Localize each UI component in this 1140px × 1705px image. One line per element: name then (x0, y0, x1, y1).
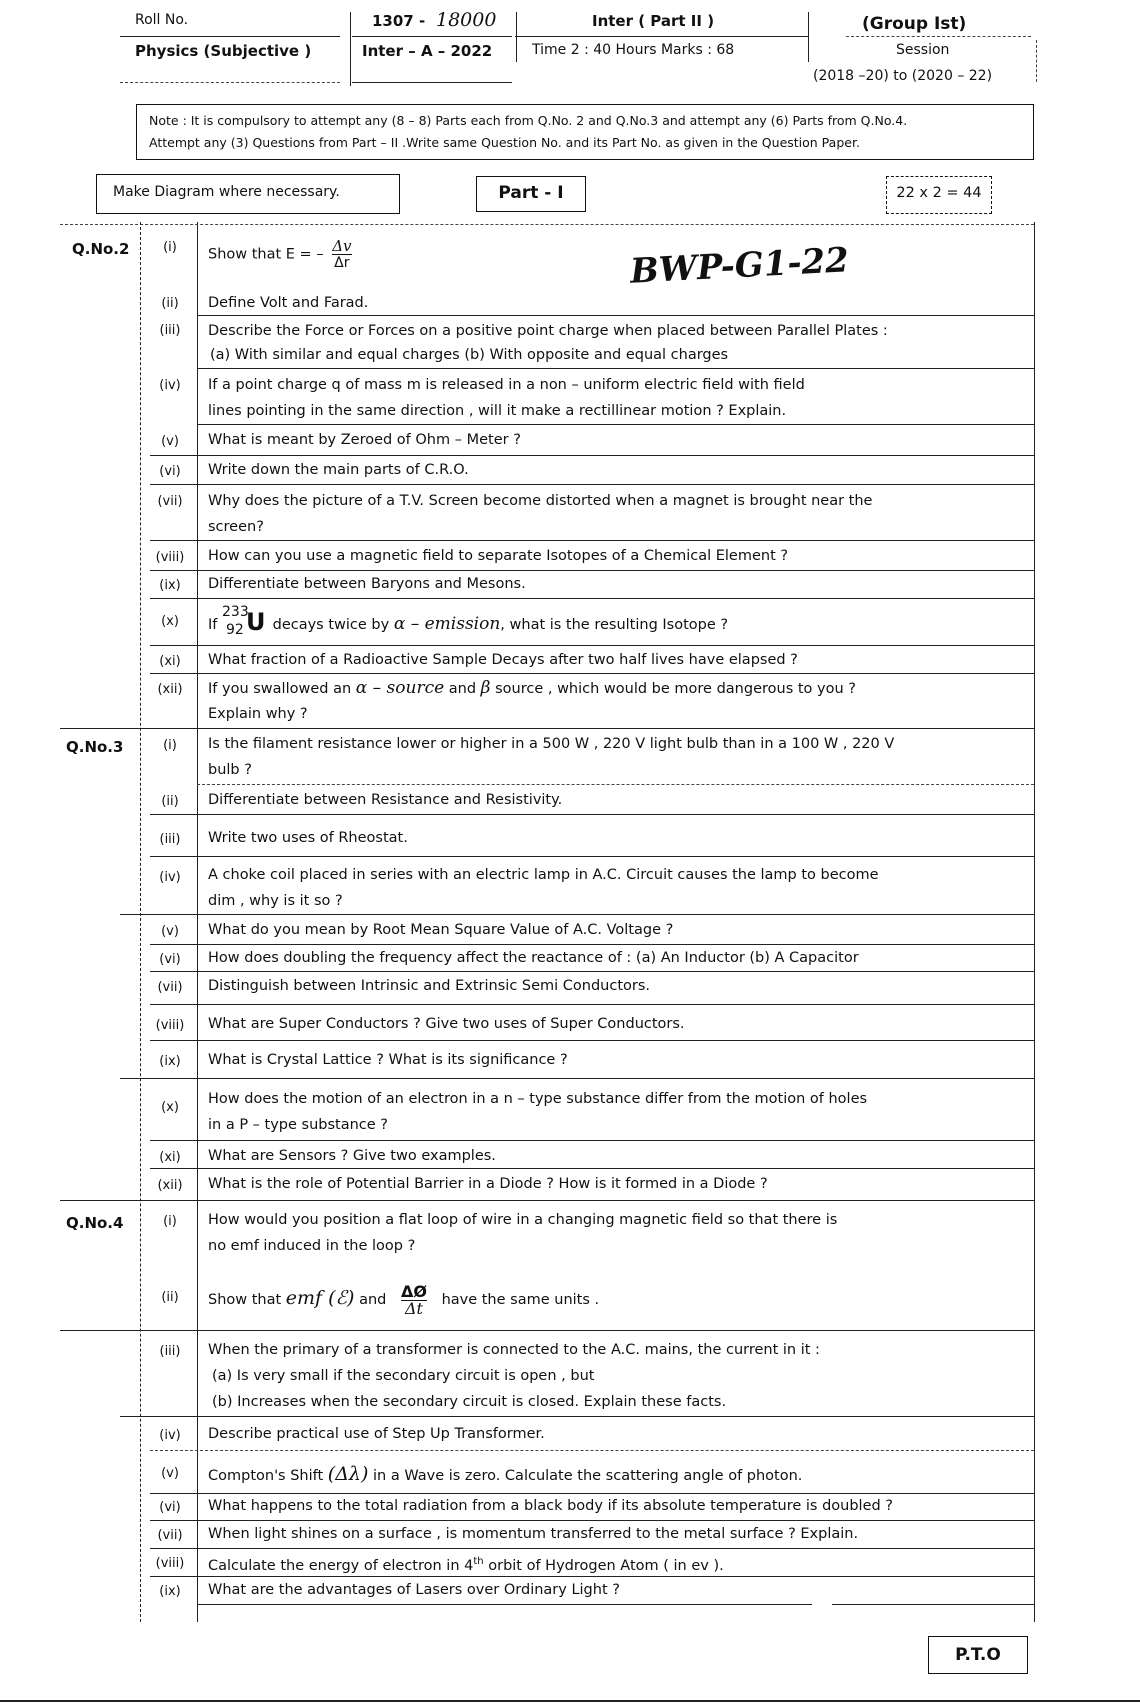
row-divider (832, 1604, 1034, 1605)
question-text: Why does the picture of a T.V. Screen become distorted when a magnet is brought near the (208, 493, 873, 509)
item-number: (iii) (159, 1344, 181, 1359)
item-number: (ix) (159, 1584, 181, 1599)
question-text: When the primary of a transformer is connected to the A.C. mains, the current in it : (208, 1342, 820, 1358)
question-text: Describe practical use of Step Up Transformer. (208, 1426, 545, 1442)
item-number: (viii) (155, 1018, 185, 1033)
fraction: $\frac{\Delta Ø}{\Delta t}$ (400, 1281, 427, 1318)
divider (352, 36, 512, 37)
isotope-symbol: 233 92 U (222, 604, 266, 638)
session-years: (2018 –20) to (2020 – 22) (813, 68, 993, 84)
right-border (1034, 222, 1035, 1622)
row-divider (150, 1140, 1034, 1141)
row-divider (197, 784, 1034, 785)
question-text: (b) Increases when the secondary circuit is closed. Explain these facts. (212, 1394, 727, 1410)
question-text: Compton's Shift (Δλ) in a Wave is zero. Calculate the scattering angle of photon. (208, 1463, 803, 1485)
question-text: lines pointing in the same direction , will it make a rectillinear motion ? Explain. (208, 403, 787, 419)
row-divider (150, 540, 1034, 541)
row-divider (197, 368, 1034, 369)
question-text: When light shines on a surface , is momentum transferred to the metal surface ? Explain. (208, 1526, 859, 1542)
item-number: (ii) (161, 1290, 179, 1305)
question-text: What do you mean by Root Mean Square Value of A.C. Voltage ? (208, 922, 674, 938)
question-text: How does doubling the frequency affect the reactance of : (a) An Inductor (b) A Capacitor (208, 950, 859, 966)
question-text: What are Super Conductors ? Give two uses of Super Conductors. (208, 1016, 685, 1032)
item-number: (vi) (159, 1500, 181, 1515)
table-top (60, 224, 1034, 225)
question-text: Write two uses of Rheostat. (208, 830, 408, 846)
handwritten-code: BWP-G1-22 (629, 240, 850, 292)
row-divider (150, 1450, 1034, 1451)
question-text: Calculate the energy of electron in 4th orbit of Hydrogen Atom ( in ev ). (208, 1556, 724, 1574)
qno2-label: Q.No.2 (72, 240, 130, 258)
item-number: (v) (161, 1466, 179, 1481)
item-number: (xi) (159, 1150, 181, 1165)
row-divider (150, 484, 1034, 485)
question-text: What is the role of Potential Barrier in a Diode ? How is it formed in a Diode ? (208, 1176, 768, 1192)
roll-no-label: Roll No. (135, 12, 189, 28)
time-marks: Time 2 : 40 Hours Marks : 68 (532, 42, 735, 58)
row-divider (197, 315, 1034, 316)
paper-code-handwritten: 18000 (436, 9, 497, 31)
row-divider (150, 814, 1034, 815)
divider (1036, 40, 1037, 82)
item-number: (viii) (155, 1556, 185, 1571)
question-text: A choke coil placed in series with an electric lamp in A.C. Circuit causes the lamp to become (208, 867, 879, 883)
question-text: in a P – type substance ? (208, 1117, 388, 1133)
paper-code: 1307 - (372, 12, 426, 30)
question-text: Differentiate between Resistance and Resistivity. (208, 792, 563, 808)
make-diagram-box (96, 174, 400, 214)
question-text: (a) With similar and equal charges (b) With opposite and equal charges (210, 347, 729, 363)
qno3-label: Q.No.3 (66, 738, 124, 756)
row-divider (150, 1004, 1034, 1005)
item-number: (ix) (159, 1054, 181, 1069)
divider (846, 36, 1031, 37)
row-divider (150, 645, 1034, 646)
question-text: How can you use a magnetic field to separate Isotopes of a Chemical Element ? (208, 548, 789, 564)
note-box (136, 104, 1034, 160)
item-number: (ii) (161, 296, 179, 311)
row-divider (150, 455, 1034, 456)
question-text: What is Crystal Lattice ? What is its significance ? (208, 1052, 568, 1068)
item-number: (x) (161, 614, 179, 629)
part-box (476, 176, 586, 212)
group-label: (Group Ist) (862, 14, 967, 34)
pto-label: P.T.O (955, 1645, 1001, 1665)
question-text-part: Show that E = – (208, 246, 324, 263)
item-number: (viii) (155, 550, 185, 565)
question-text (208, 238, 1028, 271)
question-text: Write down the main parts of C.R.O. (208, 462, 469, 478)
item-number: (vi) (159, 464, 181, 479)
item-number: (vii) (157, 494, 183, 509)
fraction: $\frac{\Delta v}{\Delta r}$ (332, 237, 352, 271)
question-text: bulb ? (208, 762, 252, 778)
session-label: Session (896, 42, 950, 58)
question-text: Distinguish between Intrinsic and Extrinsic Semi Conductors. (208, 978, 651, 994)
qno4-label: Q.No.4 (66, 1214, 124, 1232)
column-divider (197, 222, 198, 1622)
row-divider (150, 673, 1034, 674)
question-text: How would you position a flat loop of wire in a changing magnetic field so that there is (208, 1212, 838, 1228)
marks-box (886, 176, 992, 214)
question-text: Explain why ? (208, 706, 308, 722)
question-text: If 233 92 U decays twice by α – emission, what is the resulting Isotope ? (208, 604, 729, 638)
inter-part: Inter ( Part II ) (592, 12, 715, 30)
item-number: (iii) (159, 323, 181, 338)
question-text: Is the filament resistance lower or higher in a 500 W , 220 V light bulb than in a 100 W , 220 V (208, 736, 895, 752)
page-bottom-rule (0, 1700, 1140, 1702)
item-number: (ii) (161, 794, 179, 809)
item-number: (vii) (157, 980, 183, 995)
item-number: (v) (161, 924, 179, 939)
question-text: Define Volt and Farad. (208, 295, 369, 311)
note-line-2: Attempt any (3) Questions from Part – II .Write same Question No. and its Part No. as given in the Question Paper. (149, 135, 860, 150)
item-number: (i) (163, 738, 177, 753)
row-divider (150, 971, 1034, 972)
row-divider (120, 1416, 1034, 1417)
question-text: no emf induced in the loop ? (208, 1238, 416, 1254)
item-column-divider (140, 222, 141, 1622)
divider (515, 36, 808, 37)
part-label: Part - I (498, 183, 564, 203)
pto-box (928, 1636, 1028, 1674)
divider (516, 12, 517, 62)
question-text: Describe the Force or Forces on a positive point charge when placed between Parallel Plates : (208, 323, 888, 339)
row-divider (150, 856, 1034, 857)
question-text: screen? (208, 519, 264, 535)
row-divider (150, 598, 1034, 599)
inter-year: Inter – A – 2022 (362, 42, 493, 60)
divider (352, 82, 512, 83)
question-text: (a) Is very small if the secondary circuit is open , but (212, 1368, 595, 1384)
question-text: What are the advantages of Lasers over Ordinary Light ? (208, 1582, 620, 1598)
item-number: (v) (161, 434, 179, 449)
question-text: dim , why is it so ? (208, 893, 343, 909)
row-divider (150, 1040, 1034, 1041)
row-divider (197, 1604, 812, 1605)
item-number: (ix) (159, 578, 181, 593)
item-number: (xi) (159, 654, 181, 669)
divider (808, 12, 809, 62)
subject-label: Physics (Subjective ) (135, 42, 312, 60)
item-number: (i) (163, 1214, 177, 1229)
divider (120, 36, 340, 37)
row-divider (120, 1078, 1034, 1079)
divider (350, 12, 351, 86)
section-divider (60, 728, 1034, 729)
marks-total: 22 x 2 = 44 (896, 185, 982, 201)
note-line-1: Note : It is compulsory to attempt any (8 – 8) Parts each from Q.No. 2 and Q.No.3 and attempt any (6) Parts from Q.No.4. (149, 113, 908, 128)
row-divider (197, 424, 1034, 425)
question-text: Differentiate between Baryons and Mesons. (208, 576, 526, 592)
section-divider (60, 1200, 1034, 1201)
make-diagram-note: Make Diagram where necessary. (113, 184, 340, 200)
divider (120, 82, 340, 83)
item-number: (xii) (157, 1178, 183, 1193)
question-text: What happens to the total radiation from a black body if its absolute temperature is doubled ? (208, 1498, 894, 1514)
row-divider (150, 1168, 1034, 1169)
item-number: (vi) (159, 952, 181, 967)
question-text: How does the motion of an electron in a n – type substance differ from the motion of holes (208, 1091, 868, 1107)
item-number: (iii) (159, 832, 181, 847)
item-number: (iv) (159, 378, 181, 393)
question-text: Show that emf (ℰ) and $\frac{\Delta Ø}{\Delta t}$ have the same units . (208, 1281, 600, 1318)
question-text: If you swallowed an α – source and β source , which would be more dangerous to you ? (208, 678, 856, 698)
item-number: (iv) (159, 870, 181, 885)
row-divider (60, 1330, 1034, 1331)
item-number: (iv) (159, 1428, 181, 1443)
question-text: What is meant by Zeroed of Ohm – Meter ? (208, 432, 521, 448)
item-number: (xii) (157, 682, 183, 697)
item-number: (i) (163, 240, 177, 255)
item-number: (x) (161, 1100, 179, 1115)
question-text: What fraction of a Radioactive Sample Decays after two half lives have elapsed ? (208, 652, 798, 668)
question-text: What are Sensors ? Give two examples. (208, 1148, 496, 1164)
item-number: (vii) (157, 1528, 183, 1543)
row-divider (120, 914, 1034, 915)
question-text: If a point charge q of mass m is released in a non – uniform electric field with field (208, 377, 805, 393)
